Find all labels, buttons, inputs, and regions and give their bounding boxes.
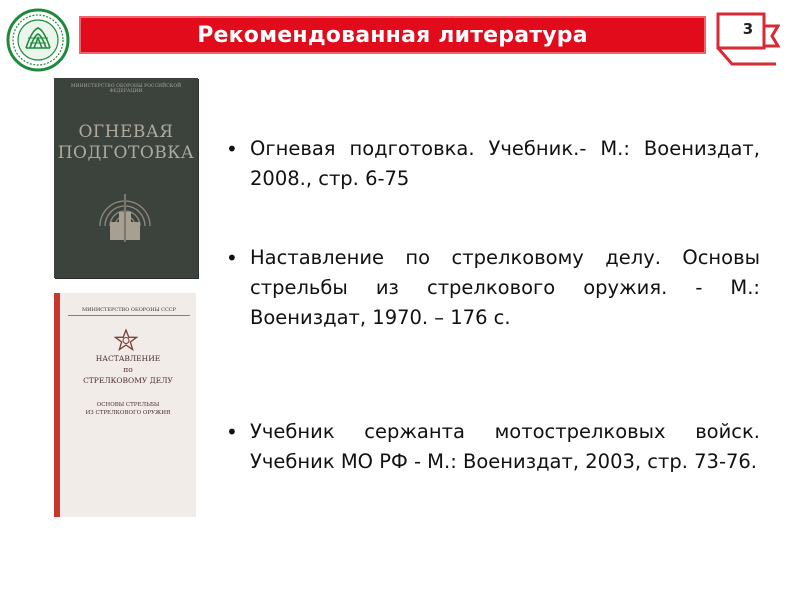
book2-title-line1: НАСТАВЛЕНИЕ xyxy=(95,354,161,363)
page-number: 3 xyxy=(742,20,754,38)
reference-item xyxy=(226,417,760,477)
book2-sub-line2: ИЗ СТРЕЛКОВОГО ОРУЖИЯ xyxy=(85,410,171,416)
book2-title-line3: СТРЕЛКОВОМУ ДЕЛУ xyxy=(83,376,173,385)
book2-subtitle xyxy=(66,401,190,417)
book1-ministry: МИНИСТЕРСТВО ОБОРОНЫ РОССИЙСКОЙ ФЕДЕРАЦИИ xyxy=(70,84,182,94)
book2-ministry: МИНИСТЕРСТВО ОБОРОНЫ СССР xyxy=(68,307,190,316)
reference-item xyxy=(226,243,760,333)
reference-text: Учебник сержанта мотострелковых войск. Учебник МО РФ - М.: Воениздат, 2003, стр. 73-76. xyxy=(250,420,760,473)
book-cover-nastavlenie xyxy=(54,293,196,517)
book2-title xyxy=(66,353,190,386)
page-title: Рекомендованная литература xyxy=(197,22,588,48)
title-bar xyxy=(79,16,706,54)
reference-text: Наставление по стрелковому делу. Основы стрельбы из стрелкового оружия. - М.: Воениздат, 1970. – 176 с. xyxy=(250,246,760,329)
star-icon xyxy=(114,329,138,351)
reference-item xyxy=(226,134,760,194)
book1-title-line1: ОГНЕВАЯ xyxy=(78,122,174,142)
logo-emblem-icon xyxy=(6,8,70,72)
book2-sub-line1: ОСНОВЫ СТРЕЛЬБЫ xyxy=(96,402,160,408)
target-emblem-icon xyxy=(94,186,156,242)
book1-title-line2: ПОДГОТОВКА xyxy=(57,143,195,163)
bullet: • xyxy=(226,246,238,270)
reference-text: Огневая подготовка. Учебник.- М.: Воениздат, 2008., стр. 6-75 xyxy=(250,137,760,190)
book1-title xyxy=(54,122,198,164)
logo xyxy=(6,8,70,72)
book-cover-ognevaya-podgotovka xyxy=(54,78,198,278)
book2-title-line2: по xyxy=(123,365,133,374)
bullet: • xyxy=(226,420,238,444)
bullet: • xyxy=(226,137,238,161)
